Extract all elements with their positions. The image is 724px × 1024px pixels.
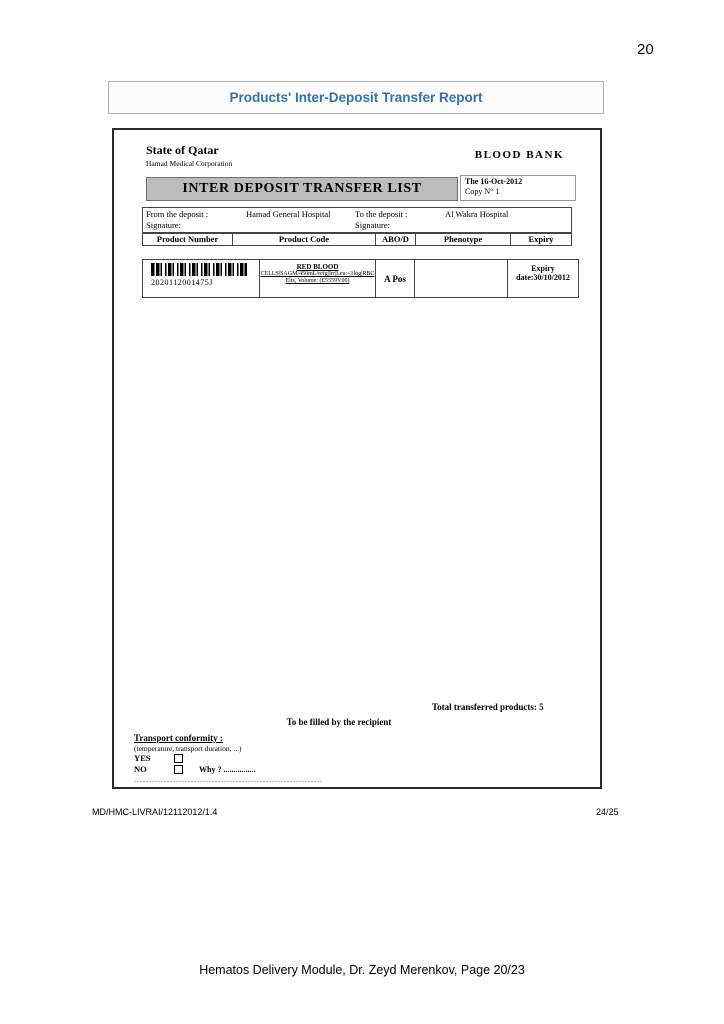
phenotype-cell bbox=[415, 260, 508, 297]
bottom-caption: Hematos Delivery Module, Dr. Zeyd Merenkov, Page 20/23 bbox=[199, 963, 525, 977]
transport-conformity-block bbox=[134, 733, 334, 785]
report-banner bbox=[108, 81, 604, 114]
to-label: To the deposit : bbox=[355, 209, 408, 219]
dotted-answer-line: ............................................................... bbox=[134, 775, 323, 784]
list-title-bar bbox=[146, 177, 458, 201]
product-code-cell bbox=[260, 260, 376, 297]
report-frame bbox=[112, 128, 602, 789]
signature-right-label: Signature: bbox=[355, 220, 390, 230]
signature-row bbox=[146, 220, 568, 231]
product-code-line1: RED BLOOD bbox=[296, 263, 339, 271]
from-to-row bbox=[146, 209, 568, 220]
list-title-text: INTER DEPOSIT TRANSFER LIST bbox=[182, 181, 422, 196]
copy-number: Copy N° 1 bbox=[465, 187, 500, 196]
no-row bbox=[134, 764, 334, 775]
to-value: Al Wakra Hospital bbox=[445, 209, 509, 219]
yes-checkbox bbox=[174, 754, 183, 763]
abod-cell bbox=[376, 260, 415, 297]
product-code-line2: CELLS|SAGM/450mL/refg|Irr|Leu:<1log|RBC bbox=[260, 271, 375, 277]
expiry-cell bbox=[508, 260, 578, 297]
expiry-value: date:30/10/2012 bbox=[516, 273, 570, 282]
from-value: Hamad General Hospital bbox=[246, 209, 331, 219]
yes-label: YES bbox=[134, 753, 151, 763]
transport-title: Transport conformity : bbox=[134, 733, 223, 743]
column-header-abod: ABO/D bbox=[376, 234, 416, 245]
no-label: NO bbox=[134, 764, 147, 774]
no-checkbox bbox=[174, 765, 183, 774]
transport-subtitle: (temperature, transport duration, ...) bbox=[134, 744, 242, 753]
column-header-expiry: Expiry bbox=[528, 234, 554, 244]
total-transferred: Total transferred products: 5 bbox=[432, 702, 544, 712]
product-code-line3: Elts, Volume: (E5559V00) bbox=[285, 278, 350, 284]
column-header-product-number: Product Number bbox=[143, 234, 233, 245]
banner-title: Products' Inter-Deposit Transfer Report bbox=[229, 90, 483, 105]
signature-left-space bbox=[246, 220, 355, 231]
table-header-row bbox=[142, 233, 572, 246]
signature-right-space bbox=[445, 220, 568, 231]
blood-bank-label: BLOOD BANK bbox=[474, 149, 564, 161]
yes-row bbox=[134, 753, 334, 764]
signature-left-label: Signature: bbox=[146, 220, 181, 230]
recipient-note: To be filled by the recipient bbox=[286, 717, 392, 727]
from-to-box bbox=[142, 207, 572, 233]
from-label: From the deposit : bbox=[146, 209, 209, 219]
column-header-product-code: Product Code bbox=[233, 234, 376, 245]
barcode bbox=[151, 263, 247, 276]
why-label: Why ? ................ bbox=[199, 765, 256, 774]
product-number-text: 2020112001475J bbox=[151, 278, 213, 287]
column-header-phenotype: Phenotype bbox=[416, 234, 511, 245]
expiry-label: Expiry bbox=[531, 264, 555, 273]
report-date: The 16-Oct-2012 bbox=[465, 177, 523, 186]
date-copy-box bbox=[460, 175, 576, 201]
table-row bbox=[142, 259, 579, 298]
page-number: 20 bbox=[637, 41, 654, 58]
product-number-cell bbox=[143, 260, 260, 297]
footer-document-code: MD/HMC-LIVRAI/12112012/1.4 bbox=[92, 807, 218, 817]
org-subtitle: Hamad Medical Corporation bbox=[146, 159, 233, 168]
footer-page-count: 24/25 bbox=[596, 807, 619, 817]
org-name: State of Qatar bbox=[146, 143, 219, 157]
abod-value: A Pos bbox=[384, 273, 406, 284]
